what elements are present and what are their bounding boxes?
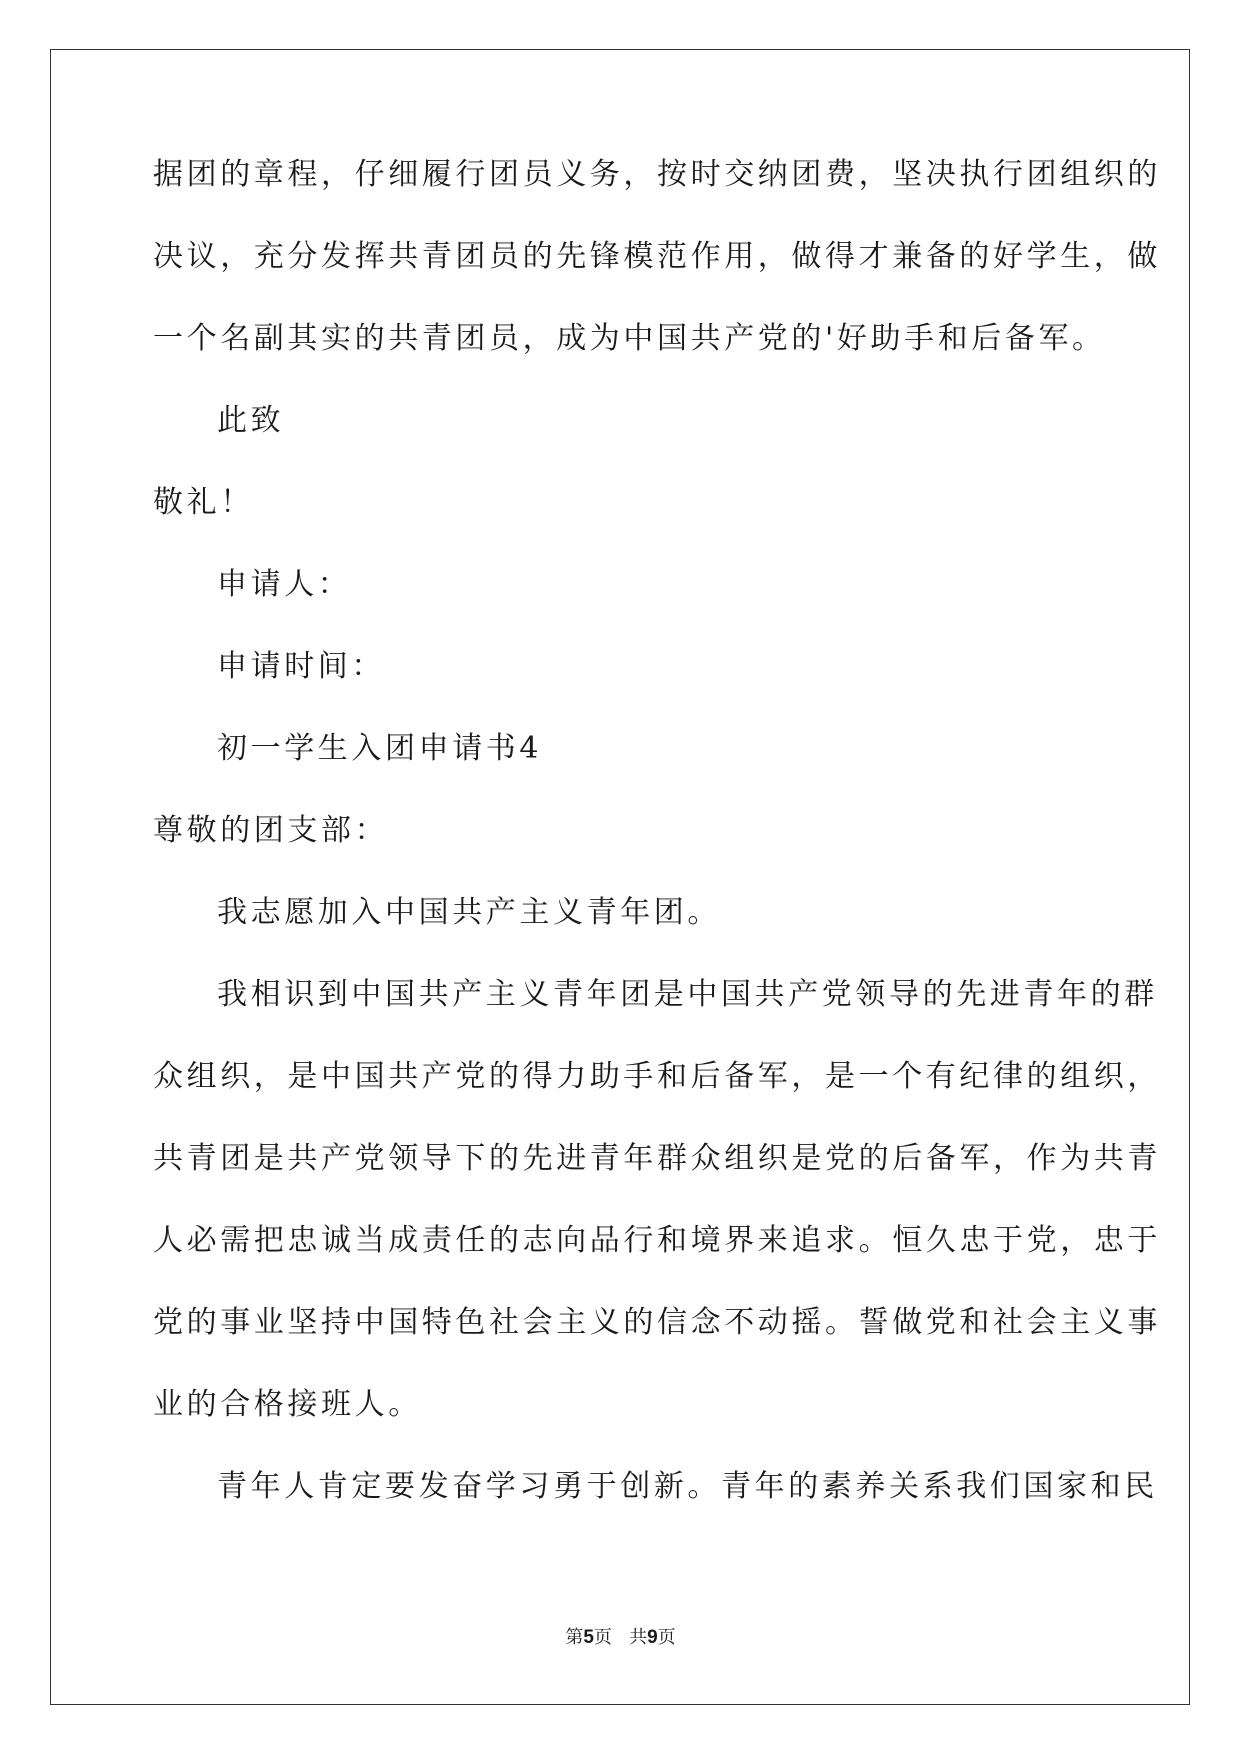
paragraph-line: 一个名副其实的共青团员，成为中国共产党的'好助手和后备军。: [153, 321, 1106, 356]
paragraph-line: 业的合格接班人。: [153, 1387, 422, 1422]
closing-salutation: 此致: [217, 403, 285, 438]
total-prefix: 共: [629, 1627, 648, 1648]
paragraph-line: 我相识到中国共产主义青年团是中国共产党领导的先进青年的群: [217, 977, 1158, 1012]
page-prefix: 第: [565, 1627, 584, 1648]
closing-regards: 敬礼！: [153, 485, 254, 520]
paragraph-line: 党的事业坚持中国特色社会主义的信念不动摇。誓做党和社会主义事: [153, 1305, 1161, 1340]
paragraph-line: 众组织，是中国共产党的得力助手和后备军，是一个有纪律的组织，: [153, 1059, 1161, 1094]
paragraph-line: 青年人肯定要发奋学习勇于创新。青年的素养关系我们国家和民: [217, 1469, 1158, 1504]
page-number: 5: [583, 1627, 594, 1648]
page-footer: [0, 1627, 1241, 1649]
paragraph-line: 据团的章程，仔细履行团员义务，按时交纳团费，坚决执行团组织的: [153, 157, 1161, 192]
total-pages: 9: [647, 1627, 658, 1648]
paragraph-line: 共青团是共产党领导下的先进青年群众组织是党的后备军，作为共青: [153, 1141, 1161, 1176]
document-body: [153, 157, 1161, 1554]
applicant-label: 申请人：: [217, 567, 352, 602]
total-suffix: 页: [657, 1627, 676, 1648]
paragraph-line: 人必需把忠诚当成责任的志向品行和境界来追求。恒久忠于党，忠于: [153, 1223, 1161, 1258]
page-suffix: 页: [593, 1627, 612, 1648]
application-date-label: 申请时间：: [217, 649, 385, 684]
paragraph-line: 我志愿加入中国共产主义青年团。: [217, 895, 721, 930]
greeting: 尊敬的团支部：: [153, 813, 389, 848]
section-title: 初一学生入团申请书4: [217, 731, 543, 766]
paragraph-line: 决议，充分发挥共青团员的先锋模范作用，做得才兼备的好学生，做: [153, 239, 1161, 274]
